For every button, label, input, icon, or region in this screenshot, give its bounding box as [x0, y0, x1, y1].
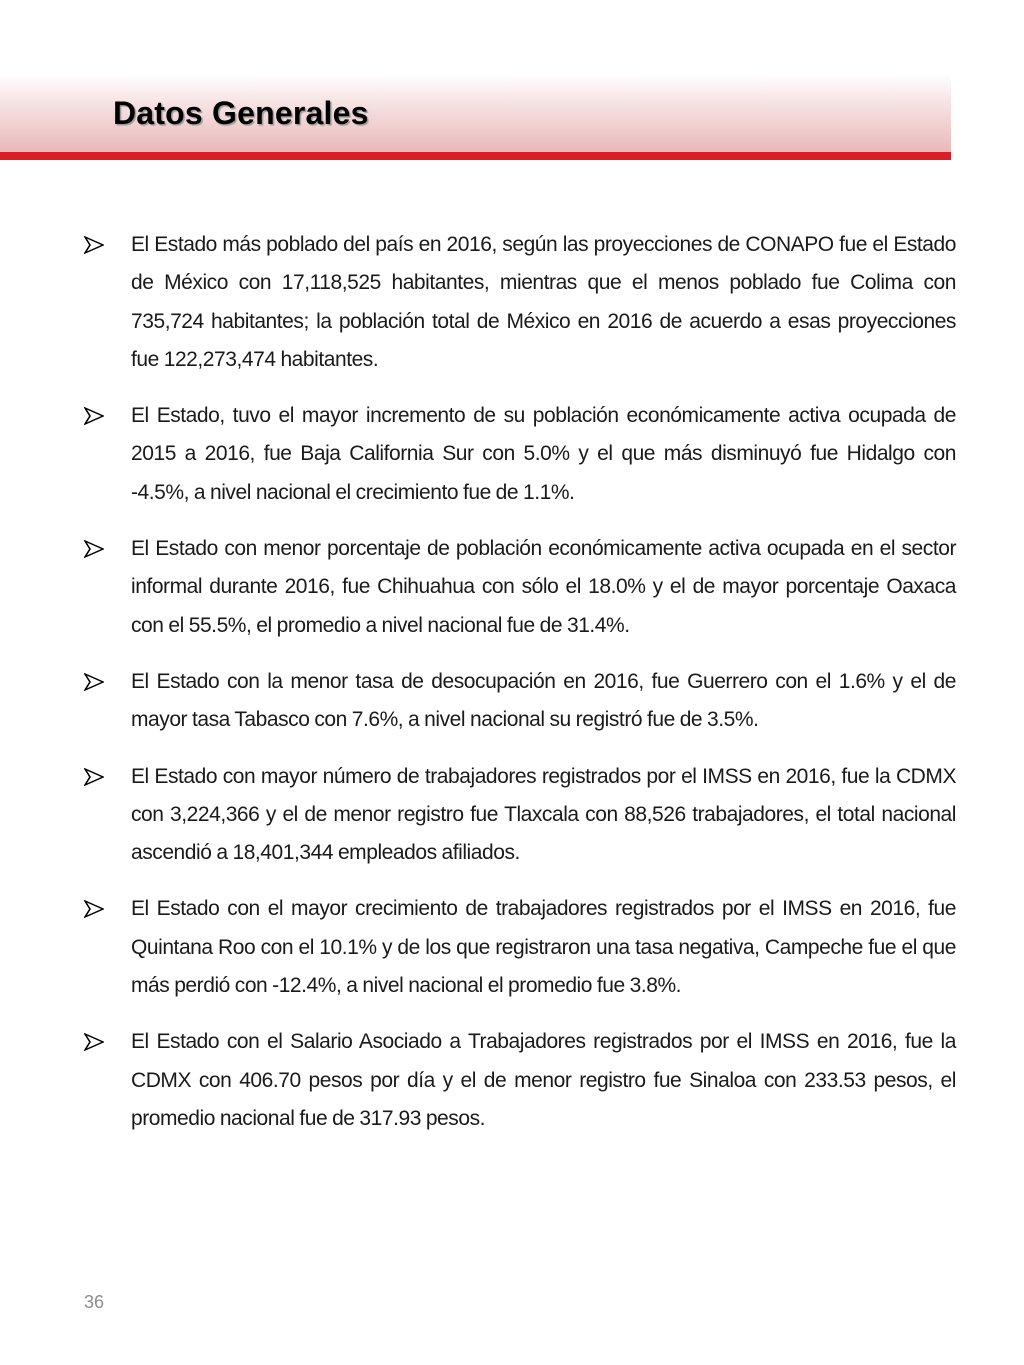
bullet-text: El Estado con el Salario Asociado a Trabajadores registrados por el IMSS en 2016, fue la CDMX con 406.70 pesos por día y el de menor registro fue Sinaloa con 233.53 pesos, el promedio nacional fue de 317.93 pesos. [131, 1030, 956, 1130]
bullet-text: El Estado, tuvo el mayor incremento de su población económicamente activa ocupada de 2015 a 2016, fue Baja California Sur con 5.0% y el que más disminuyó fue Hidalgo con -4.5%, a nivel nacional el crecimiento fue de 1.1%. [131, 404, 956, 504]
arrow-bullet-icon [84, 236, 104, 254]
list-item [84, 226, 956, 379]
list-item [84, 758, 956, 873]
header-accent-rule [0, 152, 951, 160]
list-item [84, 397, 956, 512]
arrow-bullet-icon [84, 407, 104, 425]
bullet-text: El Estado con menor porcentaje de población económicamente activa ocupada en el sector informal durante 2016, fue Chihuahua con sólo el 18.0% y el de mayor porcentaje Oaxaca con el 55.5%, el promedio a nivel nacional fue de 31.4%. [131, 537, 956, 637]
page-title: Datos Generales [113, 95, 369, 131]
list-item [84, 663, 956, 740]
bullet-text: El Estado más poblado del país en 2016, según las proyecciones de CONAPO fue el Estado de México con 17,118,525 habitantes, mientras que el menos poblado fue Colima con 735,724 habitantes; la población total de México en 2016 de acuerdo a esas proyecciones fue 122,273,474 habitantes. [131, 233, 956, 371]
arrow-bullet-icon [84, 540, 104, 558]
arrow-bullet-icon [84, 768, 104, 786]
list-item [84, 1023, 956, 1138]
list-item [84, 890, 956, 1005]
page-number: 36 [84, 1292, 105, 1312]
bullet-list [84, 226, 956, 1156]
list-item [84, 530, 956, 645]
arrow-bullet-icon [84, 900, 104, 918]
arrow-bullet-icon [84, 1033, 104, 1051]
arrow-bullet-icon [84, 673, 104, 691]
bullet-text: El Estado con mayor número de trabajadores registrados por el IMSS en 2016, fue la CDMX con 3,224,366 y el de menor registro fue Tlaxcala con 88,526 trabajadores, el total nacional ascendió a 18,401,344 empleados afiliados. [131, 764, 956, 865]
bullet-text: El Estado con el mayor crecimiento de trabajadores registrados por el IMSS en 2016, fue Quintana Roo con el 10.1% y de los que registraron una tasa negativa, Campeche fue el que más perdió con -12.4%, a nivel nacional el promedio fue 3.8%. [131, 897, 956, 998]
bullet-text: El Estado con la menor tasa de desocupación en 2016, fue Guerrero con el 1.6% y el de mayor tasa Tabasco con 7.6%, a nivel nacional su registró fue de 3.5%. [131, 669, 956, 732]
